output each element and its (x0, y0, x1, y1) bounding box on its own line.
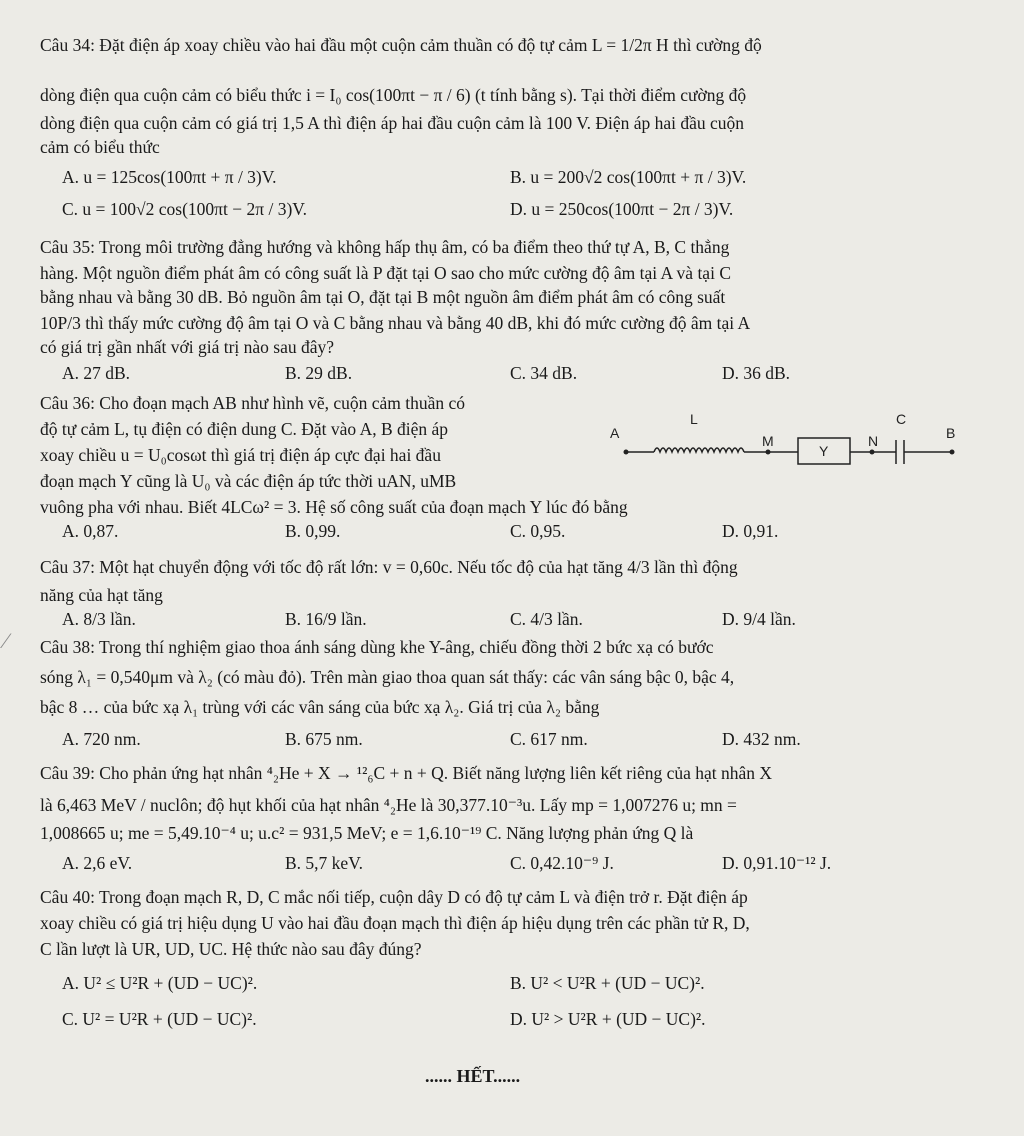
q37-option-c: C. 4/3 lần. (510, 609, 583, 629)
q34-line-2: dòng điện qua cuộn cảm có biểu thức i = I₀ cos(100πt − π / 6) (t tính bằng s). Tại thời điểm cường độ (40, 85, 747, 105)
q36-line-1: Câu 36: Cho đoạn mạch AB như hình vẽ, cuộn cảm thuần có (40, 393, 466, 413)
end-marker: ...... HẾT...... (425, 1066, 521, 1086)
q35-line-3: bằng nhau và bằng 30 dB. Bỏ nguồn âm tại O, đặt tại B một nguồn âm điểm phát âm có công suất (40, 287, 726, 307)
q38-line-2: sóng λ₁ = 0,540μm và λ₂ (có màu đỏ). Trên màn giao thoa quan sát thấy: các vân sáng bậc 0, bậc 4, (40, 667, 735, 687)
q39-option-c: C. 0,42.10⁻⁹ J. (510, 853, 614, 873)
q39-line-3: 1,008665 u; me = 5,49.10⁻⁴ u; u.c² = 931,5 MeV; e = 1,6.10⁻¹⁹ C. Năng lượng phản ứng Q là (40, 823, 694, 843)
label-b: B (946, 425, 956, 441)
q36-line-3: xoay chiều u = U₀cosωt thì giá trị điện áp cực đại hai đầu (40, 445, 441, 465)
q39-option-b: B. 5,7 keV. (285, 853, 363, 873)
node-m (766, 450, 771, 455)
circuit-diagram (606, 404, 966, 476)
q37-line-2: năng của hạt tăng (40, 585, 163, 605)
q36-option-d: D. 0,91. (722, 521, 779, 541)
q40-option-a: A. U² ≤ U²R + (UD − UC)². (62, 973, 258, 993)
q38-line-3: bậc 8 … của bức xạ λ₁ trùng với các vân sáng của bức xạ λ₂. Giá trị của λ₂ bằng (40, 697, 600, 717)
q37-option-b: B. 16/9 lần. (285, 609, 367, 629)
circuit-wires (626, 438, 952, 464)
q38-line-1: Câu 38: Trong thí nghiệm giao thoa ánh sáng dùng khe Y-âng, chiếu đồng thời 2 bức xạ có bước (40, 637, 714, 657)
label-n: N (868, 433, 879, 449)
q34-option-c: C. u = 100√2 cos(100πt − 2π / 3)V. (62, 199, 308, 219)
q35-option-b: B. 29 dB. (285, 363, 353, 383)
q40-option-b: B. U² < U²R + (UD − UC)². (510, 973, 705, 993)
q36-option-c: C. 0,95. (510, 521, 566, 541)
q35-option-d: D. 36 dB. (722, 363, 791, 383)
q37-option-a: A. 8/3 lần. (62, 609, 136, 629)
node-b (950, 450, 955, 455)
node-n (870, 450, 875, 455)
q38-option-b: B. 675 nm. (285, 729, 363, 749)
q35-option-c: C. 34 dB. (510, 363, 578, 383)
label-a: A (610, 425, 620, 441)
q36-option-b: B. 0,99. (285, 521, 341, 541)
q34-line-3: dòng điện qua cuộn cảm có giá trị 1,5 A thì điện áp hai đầu cuộn cảm là 100 V. Điện áp hai đầu cuộn (40, 113, 745, 133)
q38-option-a: A. 720 nm. (62, 729, 141, 749)
margin-mark: ⁄ (4, 628, 8, 653)
q40-line-3: C lần lượt là UR, UD, UC. Hệ thức nào sau đây đúng? (40, 939, 422, 959)
q34-option-d: D. u = 250cos(100πt − 2π / 3)V. (510, 199, 734, 219)
q34-line-4: cảm có biểu thức (40, 137, 160, 157)
q38-option-c: C. 617 nm. (510, 729, 588, 749)
q40-line-1: Câu 40: Trong đoạn mạch R, D, C mắc nối tiếp, cuộn dây D có độ tự cảm L và điện trở r. Đặt điện áp (40, 887, 748, 907)
label-c: C (896, 411, 907, 427)
q40-line-2: xoay chiều có giá trị hiệu dụng U vào hai đầu đoạn mạch thì điện áp hiệu dụng trên các phần tử R, D, (40, 913, 750, 933)
q34-line-1: Câu 34: Đặt điện áp xoay chiều vào hai đầu một cuộn cảm thuần có độ tự cảm L = 1/2π H thì cường độ (40, 35, 762, 55)
q35-option-a: A. 27 dB. (62, 363, 131, 383)
q35-line-4: 10P/3 thì thấy mức cường độ âm tại O và C bằng nhau và bằng 40 dB, khi đó mức cường độ âm tại A (40, 313, 751, 333)
node-a (624, 450, 629, 455)
q40-option-c: C. U² = U²R + (UD − UC)². (62, 1009, 257, 1029)
q36-line-2: độ tự cảm L, tụ điện có điện dung C. Đặt vào A, B điện áp (40, 419, 449, 439)
label-y: Y (819, 443, 829, 459)
q37-option-d: D. 9/4 lần. (722, 609, 796, 629)
q39-option-a: A. 2,6 eV. (62, 853, 133, 873)
inductor-coil (654, 448, 744, 452)
label-l: L (690, 411, 698, 427)
q40-option-d: D. U² > U²R + (UD − UC)². (510, 1009, 706, 1029)
q35-line-1: Câu 35: Trong môi trường đẳng hướng và không hấp thụ âm, có ba điểm theo thứ tự A, B, C thẳng (40, 237, 730, 257)
q36-option-a: A. 0,87. (62, 521, 119, 541)
q35-line-5: có giá trị gần nhất với giá trị nào sau đây? (40, 337, 335, 357)
q37-line-1: Câu 37: Một hạt chuyển động với tốc độ rất lớn: v = 0,60c. Nếu tốc độ của hạt tăng 4/3 lần thì động (40, 557, 738, 577)
q36-line-5: vuông pha với nhau. Biết 4LCω² = 3. Hệ số công suất của đoạn mạch Y lúc đó bằng (40, 497, 628, 517)
q39-option-d: D. 0,91.10⁻¹² J. (722, 853, 832, 873)
q36-line-4: đoạn mạch Y cũng là U₀ và các điện áp tức thời uAN, uMB (40, 471, 457, 491)
label-m: M (762, 433, 774, 449)
q35-line-2: hàng. Một nguồn điểm phát âm có công suất là P đặt tại O sao cho mức cường độ âm tại A và tại C (40, 263, 731, 283)
q39-line-1: Câu 39: Cho phản ứng hạt nhân ⁴₂He + X → ¹²₆C + n + Q. Biết năng lượng liên kết riêng của hạt nhân X (40, 763, 773, 783)
q34-option-a: A. u = 125cos(100πt + π / 3)V. (62, 167, 277, 187)
q34-option-b: B. u = 200√2 cos(100πt + π / 3)V. (510, 167, 747, 187)
q38-option-d: D. 432 nm. (722, 729, 801, 749)
q39-line-2: là 6,463 MeV / nuclôn; độ hụt khối của hạt nhân ⁴₂He là 30,377.10⁻³u. Lấy mp = 1,007276 u; mn = (40, 795, 737, 815)
